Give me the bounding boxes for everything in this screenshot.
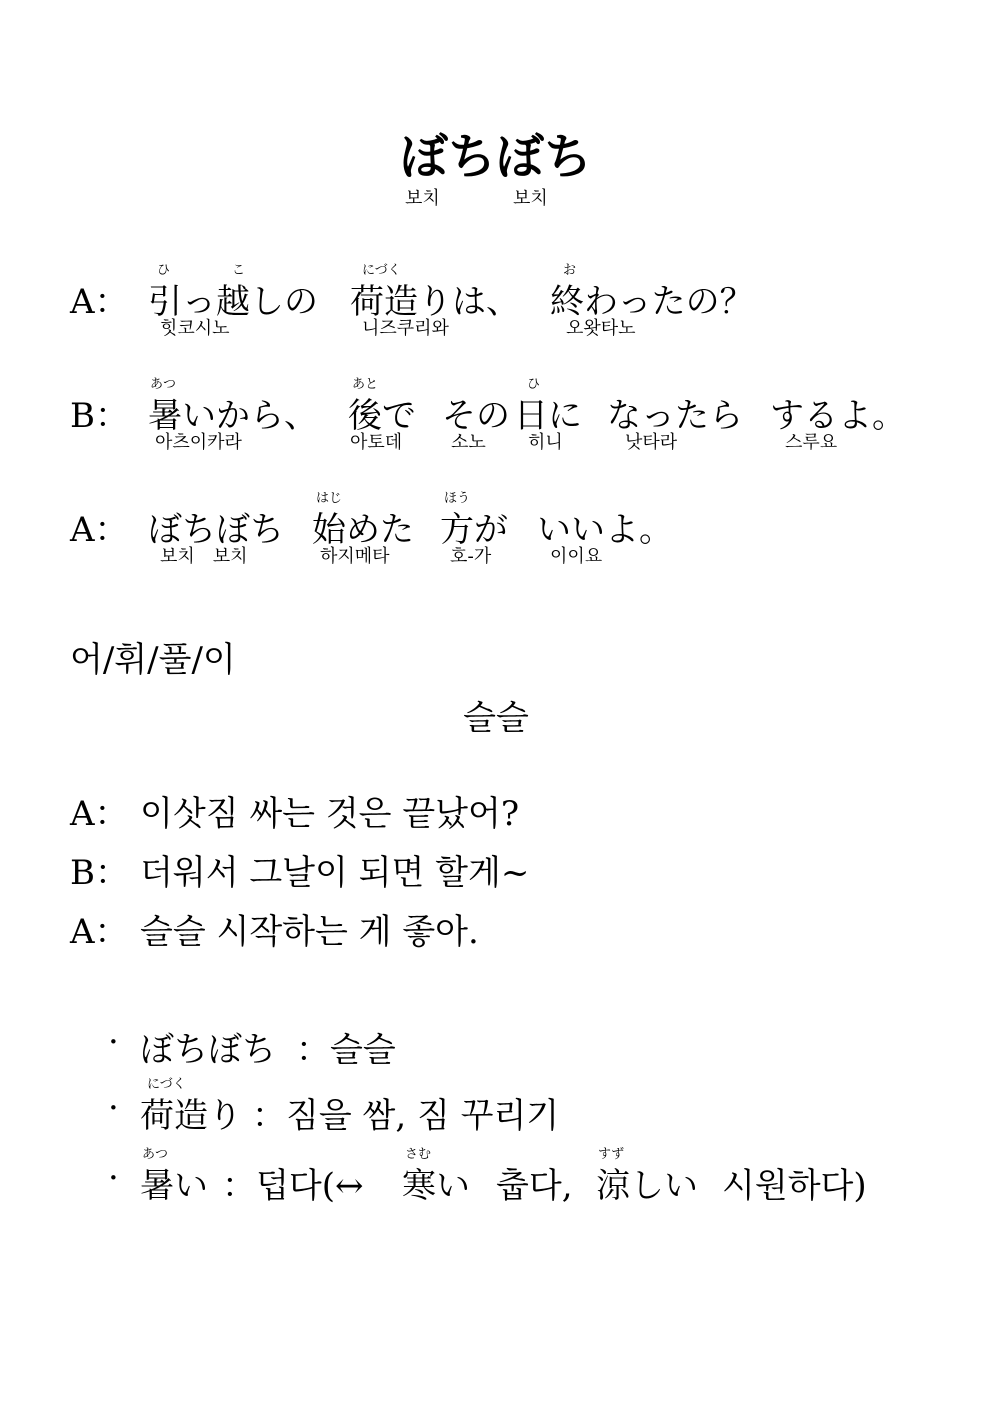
korean-reading: 아츠이카라 xyxy=(155,432,242,453)
vocab-term: 荷造り xyxy=(140,1096,242,1136)
korean-reading: 이이요 xyxy=(550,546,603,567)
korean-reading: 아토데 xyxy=(350,432,403,453)
japanese-phrase: なったら xyxy=(607,396,743,436)
ruby-text: ひ xyxy=(157,263,171,278)
speaker-label: B： xyxy=(70,853,129,893)
korean-reading: 낫타라 xyxy=(625,432,678,453)
korean-reading: 오왓타노 xyxy=(566,318,636,339)
ruby-text: ひ xyxy=(527,377,541,392)
ruby-text: こ xyxy=(232,263,246,278)
korean-reading: 힛코시노 xyxy=(160,318,230,339)
vocab-term: 暑い xyxy=(140,1166,208,1206)
ruby-text: あつ xyxy=(142,1147,169,1162)
speaker-label: A： xyxy=(70,794,129,834)
speaker-label: A： xyxy=(70,912,129,952)
vocab-term: 寒い xyxy=(402,1166,470,1206)
vocab-term: ぼちぼち xyxy=(140,1030,276,1070)
translation-text: 더워서 그날이 되면 할게~ xyxy=(140,853,530,893)
japanese-phrase: 始めた xyxy=(312,510,414,550)
ruby-text: にづく xyxy=(147,1077,186,1092)
speaker-label: A： xyxy=(70,282,129,322)
translation-text: 이삿짐 싸는 것은 끝났어? xyxy=(140,794,520,834)
page-title: ぼちぼち xyxy=(399,129,592,185)
bullet: · xyxy=(108,1158,119,1198)
japanese-phrase: その xyxy=(442,396,510,436)
translation-text: 슬슬 시작하는 게 좋아. xyxy=(140,912,479,952)
title-reading-2: 보치 xyxy=(513,188,548,209)
vocab-meaning: 시원하다) xyxy=(722,1166,867,1206)
ruby-text: あと xyxy=(352,377,379,392)
korean-reading: 보치 보치 xyxy=(160,546,248,567)
vocab-term: 涼しい xyxy=(596,1166,698,1206)
japanese-phrase: 引っ越しの xyxy=(148,282,318,322)
vocab-subtitle: 슬슬 xyxy=(463,698,529,738)
ruby-text: にづく xyxy=(362,263,401,278)
ruby-text: はじ xyxy=(316,491,343,506)
japanese-phrase: 荷造りは、 xyxy=(350,282,520,322)
vocab-meaning: ：슬슬 xyxy=(296,1030,396,1070)
vocab-meaning: ：짐을 쌈, 짐 꾸리기 xyxy=(252,1096,560,1136)
vocab-meaning: ：덥다(↔ xyxy=(222,1166,364,1206)
japanese-phrase: 終わったの？ xyxy=(550,282,754,322)
japanese-phrase: ぼちぼち xyxy=(148,510,284,550)
vocab-meaning: 춥다, xyxy=(496,1166,573,1206)
ruby-text: すず xyxy=(598,1147,625,1162)
ruby-text: さむ xyxy=(405,1147,432,1162)
speaker-label: B： xyxy=(70,396,129,436)
japanese-phrase: するよ。 xyxy=(770,396,906,436)
japanese-phrase: 暑いから、 xyxy=(148,396,318,436)
korean-reading: 하지메타 xyxy=(320,546,390,567)
title-reading-1: 보치 xyxy=(405,188,440,209)
korean-reading: 니즈쿠리와 xyxy=(362,318,449,339)
ruby-text: ほう xyxy=(444,491,471,506)
bullet: · xyxy=(108,1088,119,1128)
korean-reading: 소노 xyxy=(451,432,486,453)
japanese-phrase: 方が xyxy=(440,510,508,550)
japanese-phrase: 日に xyxy=(514,396,582,436)
japanese-phrase: 後で xyxy=(348,396,416,436)
vocab-heading: 어/휘/풀/이 xyxy=(70,640,236,680)
korean-reading: 호-가 xyxy=(450,546,492,567)
speaker-label: A： xyxy=(70,510,129,550)
japanese-phrase: いいよ。 xyxy=(537,510,673,550)
ruby-text: あつ xyxy=(150,377,177,392)
korean-reading: 스루요 xyxy=(785,432,838,453)
bullet: · xyxy=(108,1022,119,1062)
korean-reading: 히니 xyxy=(528,432,563,453)
ruby-text: お xyxy=(563,263,577,278)
